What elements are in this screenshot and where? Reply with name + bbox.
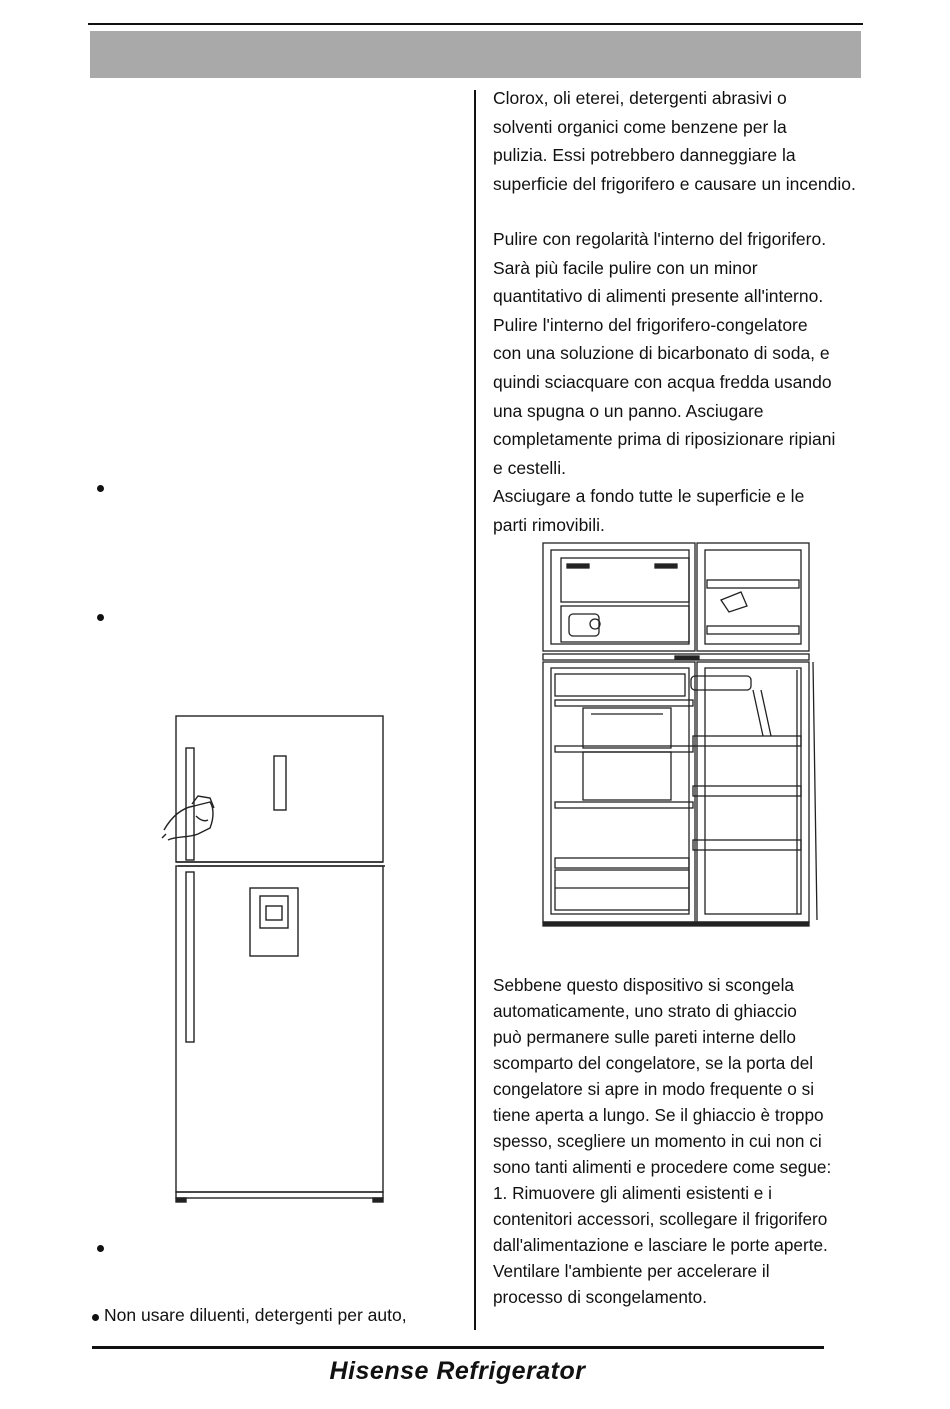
text-line: una spugna o un panno. Asciugare <box>493 400 764 421</box>
bullet-dot <box>97 485 104 492</box>
text-line: Pulire con regolarità l'interno del frigorifero. <box>493 229 827 249</box>
text-line: superficie del frigorifero e causare un incendio. <box>493 173 856 194</box>
text-line: Pulire l'interno del frigorifero-congelatore <box>493 314 808 335</box>
text-line: parti rimovibili. <box>493 514 605 535</box>
fridge-closed-wiping-illustration <box>160 712 390 1204</box>
text-line: con una soluzione di bicarbonato di soda, e <box>493 343 830 364</box>
fridge-cabinet <box>543 662 695 922</box>
text-line: dall'alimentazione e lasciare le porte aperte. <box>493 1235 828 1255</box>
freezer-door <box>697 543 809 651</box>
text-line: tiene aperta a lungo. Se il ghiaccio è troppo <box>493 1105 824 1125</box>
fridge-handle <box>186 872 194 1042</box>
fridge-open-interior-illustration <box>535 540 825 930</box>
text-line: completamente prima di riposizionare ripiani <box>493 429 836 450</box>
text-line: Sebbene questo dispositivo si scongela <box>493 975 794 995</box>
text-line: contenitori accessori, scollegare il frigorifero <box>493 1209 828 1229</box>
fridge-door <box>176 866 383 1192</box>
text-line: Clorox, oli eterei, detergenti abrasivi o <box>493 88 787 108</box>
paragraph-interior-cleaning <box>493 225 913 540</box>
paragraph-cleaning-warning-continued <box>493 84 913 198</box>
footer-brand: Hisense Refrigerator <box>329 1357 586 1385</box>
text-line: congelatore si apre in modo frequente o si <box>493 1079 815 1099</box>
freezer-display <box>274 756 286 810</box>
bullet-note-no-solvents: Non usare diluenti, detergenti per auto, <box>104 1305 407 1325</box>
bullet-dot <box>92 1314 99 1321</box>
freezer-cabinet <box>543 543 695 651</box>
water-dispenser <box>250 888 298 956</box>
bottom-rule <box>92 1346 824 1349</box>
freezer-door <box>176 716 383 862</box>
text-line: pulizia. Essi potrebbero danneggiare la <box>493 145 796 166</box>
text-line: quindi sciacquare con acqua fredda usando <box>493 371 832 392</box>
text-line: solventi organici come benzene per la <box>493 116 787 137</box>
header-band <box>90 31 861 78</box>
fridge-door <box>697 662 809 922</box>
paragraph-defrosting <box>493 972 913 1310</box>
text-line: automaticamente, uno strato di ghiaccio <box>493 1001 797 1021</box>
text-line: 1. Rimuovere gli alimenti esistenti e i <box>493 1183 772 1203</box>
text-line: Asciugare a fondo tutte le superficie e le <box>493 486 805 507</box>
text-line: spesso, scegliere un momento in cui non ci <box>493 1131 822 1151</box>
text-line: scomparto del congelatore, se la porta del <box>493 1053 814 1073</box>
hand-with-cloth-icon <box>162 796 214 840</box>
text-line: Sarà più facile pulire con un minor <box>493 257 758 278</box>
text-line: Ventilare l'ambiente per accelerare il <box>493 1261 770 1281</box>
text-line: sono tanti alimenti e procedere come segue: <box>493 1157 832 1177</box>
bullet-dot <box>97 1245 104 1252</box>
text-line: quantitativo di alimenti presente all'interno. <box>493 286 824 307</box>
column-divider <box>474 90 476 1330</box>
bullet-dot <box>97 614 104 621</box>
top-rule <box>88 23 863 25</box>
text-line: e cestelli. <box>493 457 566 478</box>
text-line: può permanere sulle pareti interne dello <box>493 1027 796 1047</box>
text-line: processo di scongelamento. <box>493 1287 708 1307</box>
